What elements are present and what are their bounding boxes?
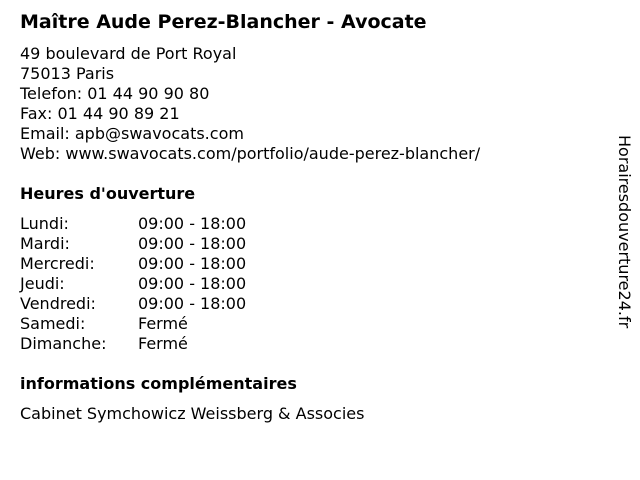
hours-time-thursday: 09:00 - 18:00 [138,274,247,293]
site-watermark: Horairesdouverture24.fr [615,135,634,329]
hours-time-tuesday: 09:00 - 18:00 [138,234,247,253]
hours-day-sunday: Dimanche: [20,334,107,353]
opening-hours-heading: Heures d'ouverture [20,184,196,203]
hours-day-tuesday: Mardi: [20,234,70,253]
hours-time-sunday: Fermé [138,334,188,353]
address-city: 75013 Paris [20,64,115,83]
hours-day-friday: Vendredi: [20,294,96,313]
hours-day-saturday: Samedi: [20,314,86,333]
hours-time-friday: 09:00 - 18:00 [138,294,247,313]
website-link[interactable]: Web: www.swavocats.com/portfolio/aude-perez-blancher/ [20,144,481,163]
address-street: 49 boulevard de Port Royal [20,44,237,63]
hours-time-saturday: Fermé [138,314,188,333]
fax-number: Fax: 01 44 90 89 21 [20,104,180,123]
hours-time-wednesday: 09:00 - 18:00 [138,254,247,273]
additional-info-heading: informations complémentaires [20,374,297,393]
hours-day-wednesday: Mercredi: [20,254,95,273]
hours-day-thursday: Jeudi: [20,274,65,293]
additional-info-text: Cabinet Symchowicz Weissberg & Associes [20,404,365,423]
page-title: Maître Aude Perez-Blancher - Avocate [20,11,427,33]
hours-day-monday: Lundi: [20,214,69,233]
phone-number: Telefon: 01 44 90 90 80 [20,84,210,103]
email-address: Email: apb@swavocats.com [20,124,244,143]
hours-time-monday: 09:00 - 18:00 [138,214,247,233]
